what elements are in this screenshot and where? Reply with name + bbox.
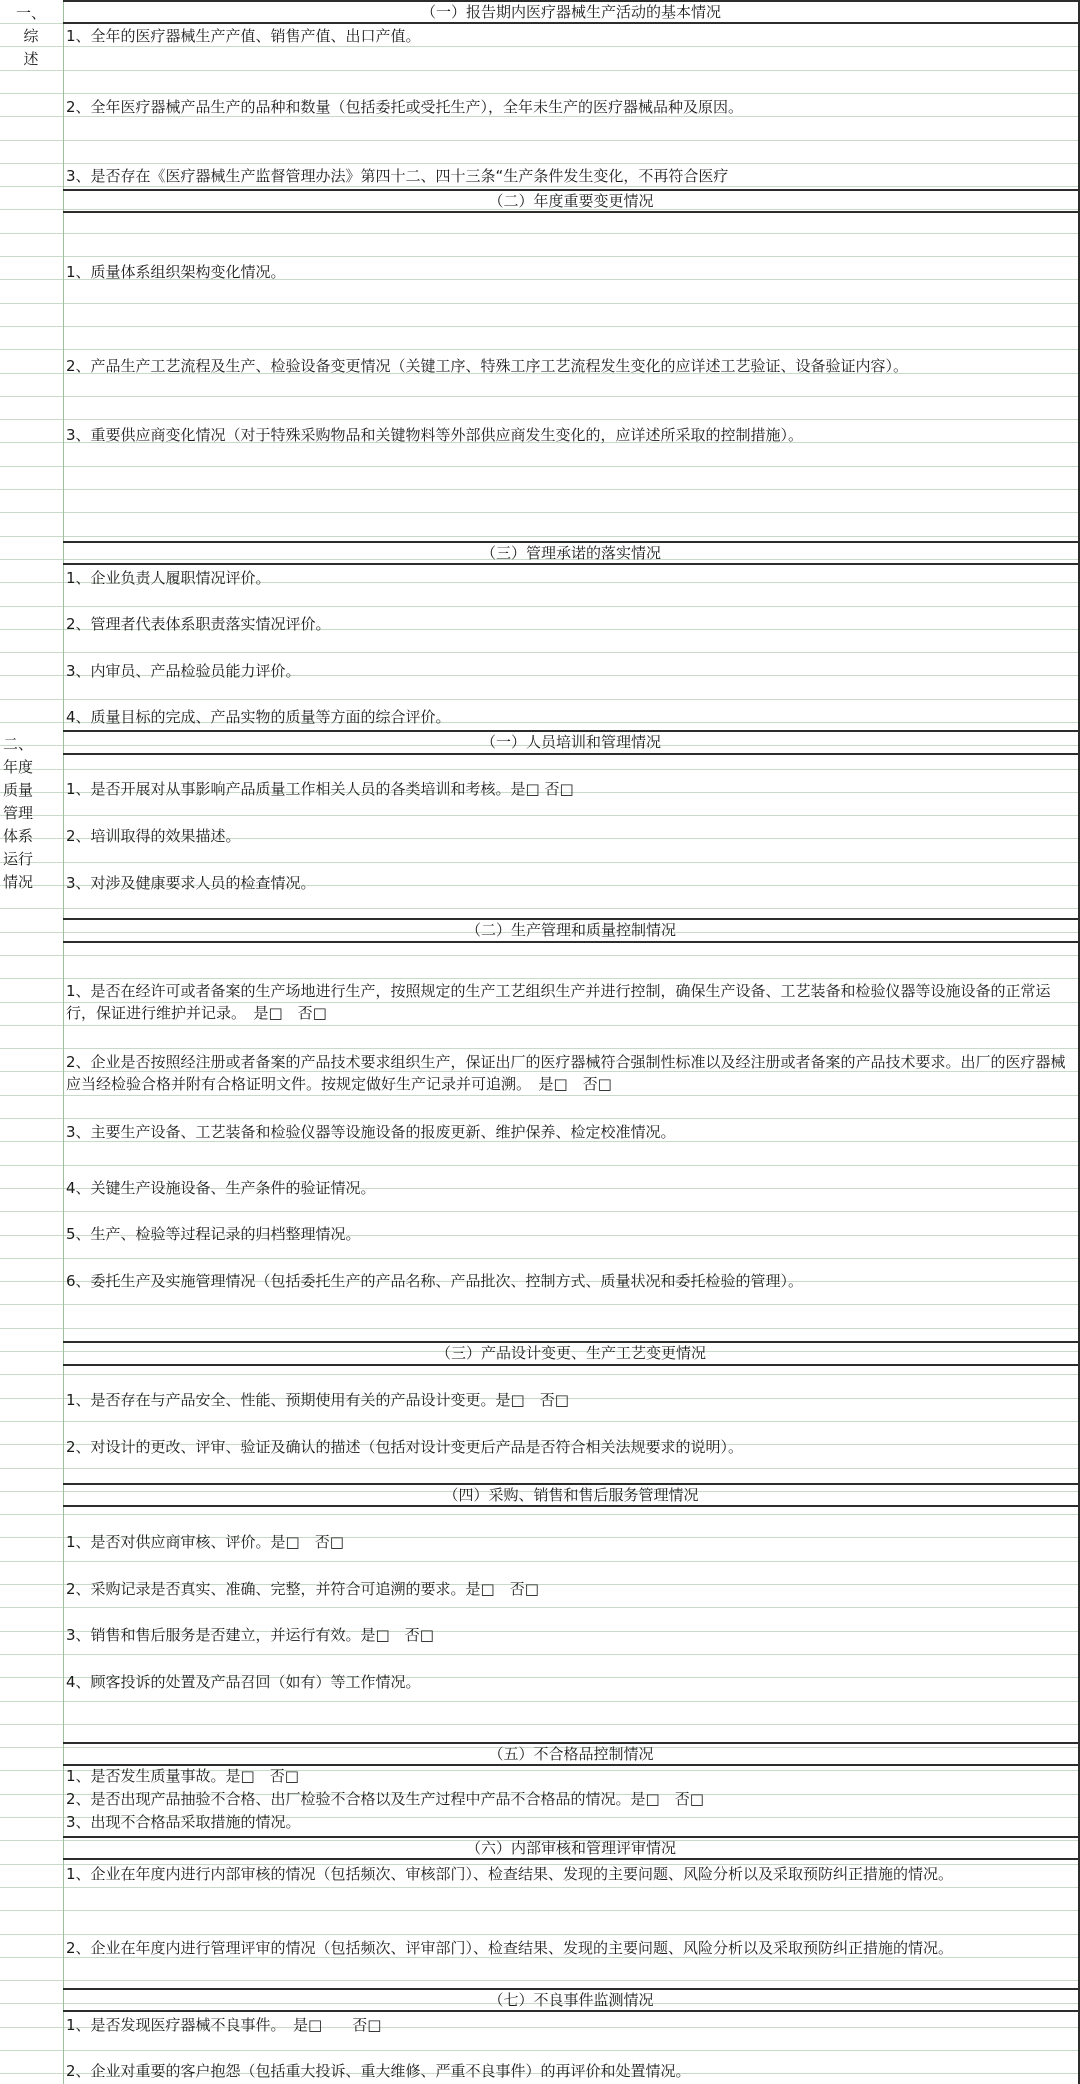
item-text: 3、重要供应商变化情况（对于特殊采购物品和关键物料等外部供应商发生变化的，应详述所采取的控制措施）。 [66, 426, 804, 444]
item-text: 4、顾客投诉的处置及产品召回（如有）等工作情况。 [66, 1673, 421, 1691]
item-text: 5、生产、检验等过程记录的归档整理情况。 [66, 1225, 361, 1243]
item-text: 1、是否在经许可或者备案的生产场地进行生产，按照规定的生产工艺组织生产并进行控制，确保生产设备、工艺装备和检验仪器等设施设备的正常运行，保证进行维护并记录。 是□ 否□ [66, 982, 1051, 1022]
item-text: 2、采购记录是否真实、准确、完整，并符合可追溯的要求。是□ 否□ [66, 1580, 539, 1598]
row-gridline [0, 70, 1080, 71]
item-text: 4、关键生产设施设备、生产条件的验证情况。 [66, 1179, 376, 1197]
item-text: 1、是否对供应商审核、评价。是□ 否□ [66, 1533, 344, 1551]
row-gridline [0, 1211, 1080, 1212]
item-text: 3、内审员、产品检验员能力评价。 [66, 662, 301, 680]
row-gridline [0, 1934, 1080, 1935]
category-text: 体系 [3, 827, 34, 845]
row-gridline [0, 163, 1080, 164]
row-gridline [0, 1910, 1080, 1911]
item-text: 1、企业在年度内进行内部审核的情况（包括频次、审核部门）、检查结果、发现的主要问题、风险分析以及采取预防纠正措施的情况。 [66, 1865, 954, 1883]
row-gridline [0, 1980, 1080, 1981]
item-text: 2、全年医疗器械产品生产的品种和数量（包括委托或受托生产），全年未生产的医疗器械品种及原因。 [66, 98, 744, 116]
group-header: （七）不良事件监测情况 [488, 1991, 654, 2009]
category-text: 情况 [3, 873, 34, 891]
row-gridline [0, 466, 1080, 467]
category-text: 述 [23, 50, 39, 68]
row-gridline [0, 303, 1080, 304]
row-gridline [0, 1561, 1080, 1562]
category-text: 年度 [3, 758, 34, 776]
row-gridline [0, 1165, 1080, 1166]
column-divider [63, 0, 64, 2084]
row-gridline [0, 1118, 1080, 1119]
item-text: 3、是否存在《医疗器械生产监督管理办法》第四十二、四十三条“生产条件发生变化，不再符合医疗 [66, 167, 729, 185]
row-gridline [0, 140, 1080, 141]
row-gridline [0, 1654, 1080, 1655]
row-gridline [0, 1724, 1080, 1725]
row-gridline [0, 2050, 1080, 2051]
group-header: （三）管理承诺的落实情况 [480, 544, 661, 562]
row-gridline [0, 536, 1080, 537]
section-2-category [0, 733, 65, 894]
row-gridline [0, 1025, 1080, 1026]
row-gridline [0, 1701, 1080, 1702]
item-text: 3、销售和售后服务是否建立，并运行有效。是□ 否□ [66, 1626, 434, 1644]
item-text: 2、产品生产工艺流程及生产、检验设备变更情况（关键工序、特殊工序工艺流程发生变化的应详述工艺验证、设备验证内容）。 [66, 357, 909, 375]
row-gridline [0, 1304, 1080, 1305]
item-text: 2、企业在年度内进行管理评审的情况（包括频次、评审部门）、检查结果、发现的主要问题、风险分析以及采取预防纠正措施的情况。 [66, 1939, 954, 1957]
category-text: 综 [23, 27, 39, 45]
item-text: 2、管理者代表体系职责落实情况评价。 [66, 615, 331, 633]
row-gridline [0, 1468, 1080, 1469]
item-text: 2、培训取得的效果描述。 [66, 827, 241, 845]
row-gridline [0, 512, 1080, 513]
row-gridline [0, 1374, 1080, 1375]
item-text: 3、对涉及健康要求人员的检查情况。 [66, 874, 316, 892]
row-gridline [0, 326, 1080, 327]
row-gridline [0, 396, 1080, 397]
row-gridline [0, 349, 1080, 350]
item-text: 1、质量体系组织架构变化情况。 [66, 263, 286, 281]
row-gridline [0, 699, 1080, 700]
row-gridline [0, 1514, 1080, 1515]
row-gridline [0, 1887, 1080, 1888]
row-gridline [0, 815, 1080, 816]
category-text: 质量 [3, 781, 34, 799]
row-gridline [0, 978, 1080, 979]
row-gridline [0, 419, 1080, 420]
row-gridline [0, 93, 1080, 94]
group-header: （四）采购、销售和售后服务管理情况 [443, 1486, 699, 1504]
item-text: 4、质量目标的完成、产品实物的质量等方面的综合评价。 [66, 708, 451, 726]
group-header: （三）产品设计变更、生产工艺变更情况 [435, 1344, 706, 1362]
item-text: 1、是否存在与产品安全、性能、预期使用有关的产品设计变更。是□ 否□ [66, 1391, 569, 1409]
item-text: 2、企业是否按照经注册或者备案的产品技术要求组织生产，保证出厂的医疗器械符合强制性标准以及经注册或者备案的产品技术要求。出厂的医疗器械应当经检验合格并附有合格证明文件。按规定做好生产记录并可追溯。 是□ 否□ [66, 1053, 1066, 1093]
row-gridline [0, 1421, 1080, 1422]
group-header: （二）年度重要变更情况 [488, 192, 654, 210]
row-gridline [0, 1258, 1080, 1259]
row-gridline [0, 1328, 1080, 1329]
group-header: （二）生产管理和质量控制情况 [465, 921, 676, 939]
item-text: 3、主要生产设备、工艺装备和检验仪器等设施设备的报废更新、维护保养、检定校准情况。 [66, 1123, 676, 1141]
item-text: 3、出现不合格品采取措施的情况。 [66, 1813, 301, 1831]
row-gridline [0, 862, 1080, 863]
row-gridline [0, 1607, 1080, 1608]
row-gridline [0, 769, 1080, 770]
group-header: （六）内部审核和管理评审情况 [465, 1839, 676, 1857]
item-text: 1、是否发生质量事故。是□ 否□ [66, 1767, 299, 1785]
item-text: 2、对设计的更改、评审、验证及确认的描述（包括对设计变更后产品是否符合相关法规要求的说明）。 [66, 1438, 744, 1456]
row-gridline [0, 606, 1080, 607]
section-1-category [0, 2, 62, 71]
item-text: 1、企业负责人履职情况评价。 [66, 569, 271, 587]
row-gridline [0, 489, 1080, 490]
item-text: 1、是否开展对从事影响产品质量工作相关人员的各类培训和考核。是□ 否□ [66, 780, 574, 798]
group-header: （五）不合格品控制情况 [488, 1745, 654, 1763]
category-text: 二、 [3, 735, 34, 753]
row-gridline [0, 908, 1080, 909]
row-gridline [0, 256, 1080, 257]
row-gridline [0, 652, 1080, 653]
item-text: 6、委托生产及实施管理情况（包括委托生产的产品名称、产品批次、控制方式、质量状况和委托检验的管理）。 [66, 1272, 804, 1290]
category-text: 一、 [15, 4, 46, 22]
category-text: 管理 [3, 804, 34, 822]
group-header: （一）报告期内医疗器械生产活动的基本情况 [420, 3, 721, 21]
item-text: 1、是否发现医疗器械不良事件。 是□ 否□ [66, 2016, 382, 2034]
row-gridline [0, 955, 1080, 956]
category-text: 运行 [3, 850, 34, 868]
item-text: 1、全年的医疗器械生产产值、销售产值、出口产值。 [66, 27, 421, 45]
item-text: 2、企业对重要的客户抱怨（包括重大投诉、重大维修、严重不良事件）的再评价和处置情况。 [66, 2062, 691, 2080]
item-text: 2、是否出现产品抽验不合格、出厂检验不合格以及生产过程中产品不合格品的情况。是□ 否□ [66, 1790, 704, 1808]
row-gridline [0, 1095, 1080, 1096]
row-gridline [0, 233, 1080, 234]
row-gridline [0, 1048, 1080, 1049]
group-header: （一）人员培训和管理情况 [480, 733, 661, 751]
